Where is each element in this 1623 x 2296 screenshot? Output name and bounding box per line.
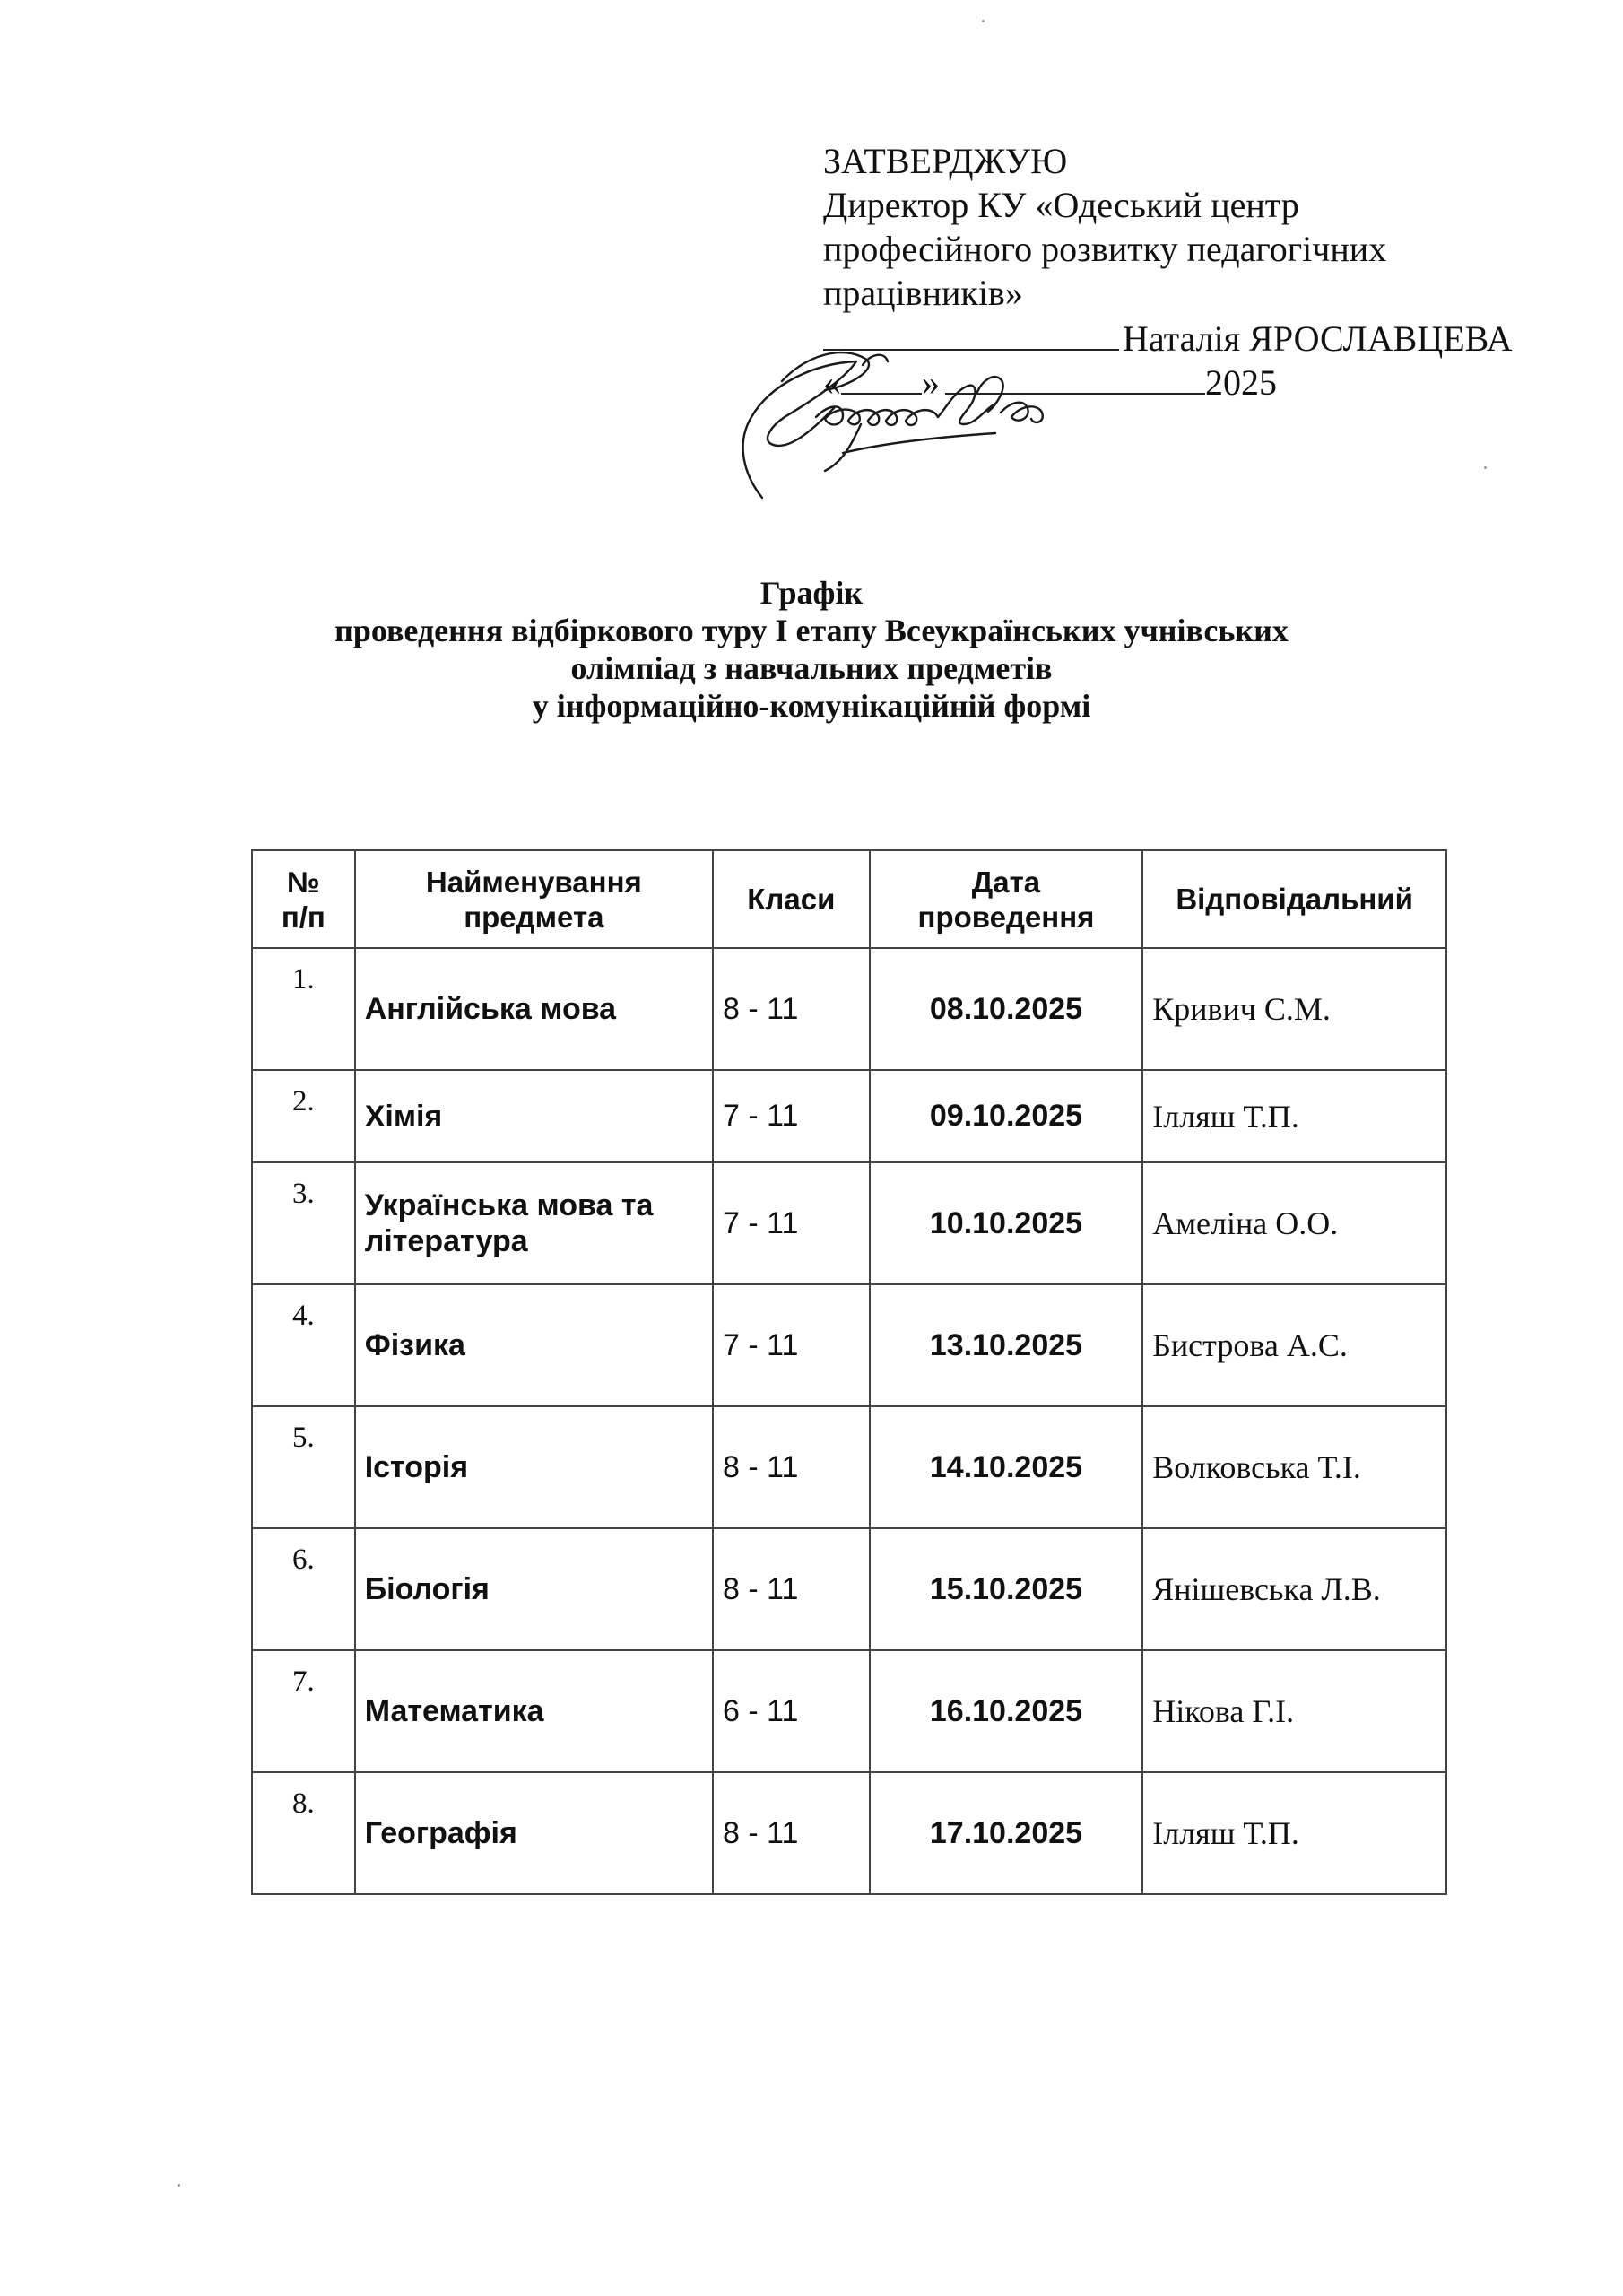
row-subject: Фізика [355, 1284, 713, 1406]
approval-title: ЗАТВЕРДЖУЮ [823, 141, 1068, 181]
row-grades: 7 - 11 [713, 1070, 870, 1162]
row-grades: 8 - 11 [713, 1406, 870, 1528]
table-row [252, 1162, 1446, 1284]
row-num: 8. [252, 1772, 355, 1894]
header-num-line2: п/п [281, 900, 325, 934]
table-row [252, 1284, 1446, 1406]
document-heading [0, 574, 1623, 725]
scan-speck [982, 20, 985, 22]
schedule-table [251, 849, 1447, 1895]
row-subject: Біологія [355, 1528, 713, 1650]
heading-subtitle-3: у інформаційно-комунікаційній формі [532, 688, 1091, 724]
scan-speck [1484, 466, 1487, 469]
row-num: 7. [252, 1650, 355, 1772]
row-responsible: Кривич С.М. [1142, 948, 1446, 1070]
heading-title: Графік [759, 575, 864, 611]
date-quote-close: » [922, 362, 940, 403]
row-date: 13.10.2025 [870, 1284, 1143, 1406]
row-subject: Географія [355, 1772, 713, 1894]
heading-subtitle-2: олімпіад з навчальних предметів [570, 650, 1053, 686]
handwritten-signature [708, 318, 1121, 507]
table-row [252, 1772, 1446, 1894]
table-row [252, 1528, 1446, 1650]
row-subject: Математика [355, 1650, 713, 1772]
row-date: 17.10.2025 [870, 1772, 1143, 1894]
header-subject [355, 850, 713, 948]
header-responsible: Відповідальний [1142, 850, 1446, 948]
approval-org-line-end: працівників» [823, 273, 1023, 313]
row-num: 5. [252, 1406, 355, 1528]
row-date: 15.10.2025 [870, 1528, 1143, 1650]
approval-org-line: професійного розвитку педагогічних [823, 229, 1387, 269]
row-num: 4. [252, 1284, 355, 1406]
row-date: 16.10.2025 [870, 1650, 1143, 1772]
table-row [252, 948, 1446, 1070]
row-date: 14.10.2025 [870, 1406, 1143, 1528]
scan-speck [178, 2184, 180, 2187]
row-subject: Українська мова та література [355, 1162, 713, 1284]
approval-director-line: Директор КУ «Одеський центр [823, 185, 1299, 225]
signatory-name: Наталія ЯРОСЛАВЦЕВА [1123, 318, 1513, 359]
row-responsible: Волковська Т.І. [1142, 1406, 1446, 1528]
header-date [870, 850, 1143, 948]
approval-year: 2025 [1205, 362, 1277, 403]
header-date-line2: проведення [917, 900, 1095, 934]
row-num: 2. [252, 1070, 355, 1162]
header-grades: Класи [713, 850, 870, 948]
row-subject: Історія [355, 1406, 713, 1528]
header-date-line1: Дата [971, 865, 1041, 899]
header-num [252, 850, 355, 948]
table-row [252, 1070, 1446, 1162]
row-responsible: Амеліна О.О. [1142, 1162, 1446, 1284]
row-responsible: Нікова Г.І. [1142, 1650, 1446, 1772]
table-row [252, 1406, 1446, 1528]
row-responsible: Ілляш Т.П. [1142, 1772, 1446, 1894]
row-grades: 8 - 11 [713, 1528, 870, 1650]
row-grades: 7 - 11 [713, 1162, 870, 1284]
row-num: 1. [252, 948, 355, 1070]
date-quote-open: « [823, 362, 841, 403]
row-responsible: Янішевська Л.В. [1142, 1528, 1446, 1650]
row-subject: Хімія [355, 1070, 713, 1162]
row-grades: 6 - 11 [713, 1650, 870, 1772]
row-grades: 7 - 11 [713, 1284, 870, 1406]
row-date: 09.10.2025 [870, 1070, 1143, 1162]
row-subject: Англійська мова [355, 948, 713, 1070]
row-responsible: Ілляш Т.П. [1142, 1070, 1446, 1162]
header-num-line1: № [286, 865, 320, 899]
row-responsible: Бистрова А.С. [1142, 1284, 1446, 1406]
table-row [252, 1650, 1446, 1772]
heading-subtitle-1: проведення відбіркового туру І етапу Всеукраїнських учнівських [334, 613, 1289, 648]
row-date: 08.10.2025 [870, 948, 1143, 1070]
header-subject-line2: предмета [464, 900, 604, 934]
table-header-row [252, 850, 1446, 948]
row-date: 10.10.2025 [870, 1162, 1143, 1284]
row-grades: 8 - 11 [713, 948, 870, 1070]
row-num: 3. [252, 1162, 355, 1284]
header-subject-line1: Найменування [425, 865, 642, 899]
row-num: 6. [252, 1528, 355, 1650]
row-grades: 8 - 11 [713, 1772, 870, 1894]
